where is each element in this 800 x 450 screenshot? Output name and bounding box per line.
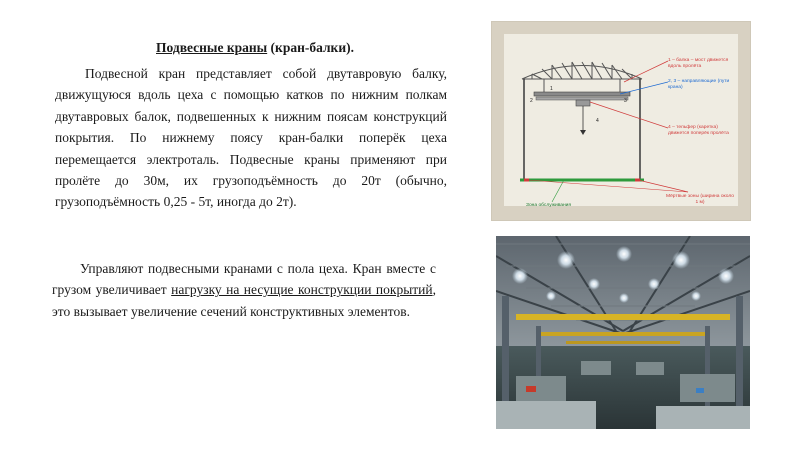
diagram-label-bridge: 1 – балка – мост движется вдоль пролёта <box>668 58 729 69</box>
paragraph-control-part2: , это вызывает увеличение сечений конструктивных элементов. <box>52 282 436 319</box>
paragraph-description: Подвесной кран представляет собой двутавровую балку, движущуюся вдоль цеха с помощью катков по нижним полкам двутавровых балок, подвешенных к нижним поясам конструкций покрытия. По нижнему поясу кран-балки поперёк цеха перемещается электроталь. Подвесные краны применяют при пролёте до 30м, их грузоподъёмность до 20т (обычно, грузоподъёмность 0,25 - 5т, иногда до 2т). <box>55 66 447 210</box>
workshop-photo-drawing <box>496 236 750 429</box>
workshop-photo <box>496 236 750 429</box>
diagram-label-trolley: 4 – тельфер (каретка) движется поперёк пролёта <box>668 125 729 136</box>
heading-subtitle: (кран-балки). <box>267 40 354 55</box>
diagram-label-service-zone: Зона обслуживания <box>526 203 572 208</box>
crane-diagram <box>504 34 738 206</box>
crane-diagram-figure <box>492 22 750 220</box>
paragraph-control <box>52 258 436 322</box>
diagram-label-dead-zones: Мёртвые зоны (ширина около 1 м) <box>666 194 734 205</box>
diagram-label-rails: 2, 3 – направляющие (пути крана) <box>668 79 730 90</box>
diagram-mark-3: 3 <box>624 98 627 104</box>
diagram-mark-4: 4 <box>596 118 599 124</box>
section-heading <box>55 40 455 56</box>
paragraph-control-part1: Управляют подвесными кранами с пола цеха. Кран вместе с грузом увеличивает <box>52 261 436 298</box>
diagram-mark-2: 2 <box>530 98 533 104</box>
paragraph-control-underlined: нагрузку на несущие конструкции покрытий <box>171 282 433 298</box>
heading-title: Подвесные краны <box>156 40 268 55</box>
diagram-mark-1: 1 <box>550 86 553 92</box>
